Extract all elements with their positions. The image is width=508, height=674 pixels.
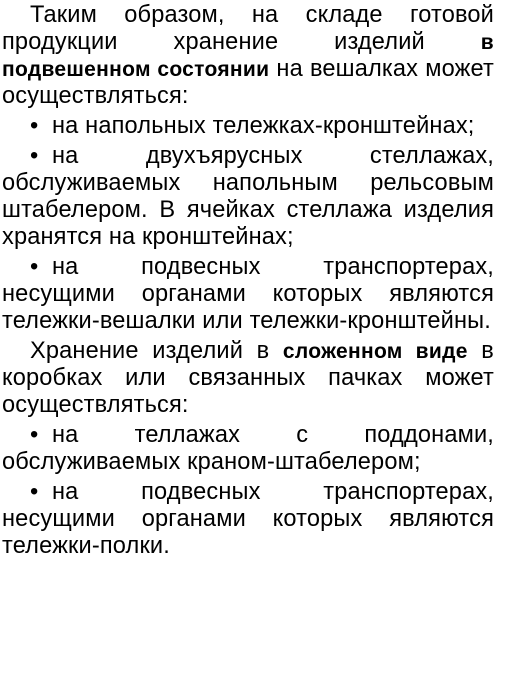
paragraph-hanging-storage-intro [2,2,494,110]
bullet-item-pallet-racks [2,422,494,476]
bullet-text: на напольных тележках-кронштейнах; [52,113,475,139]
paragraph-folded-storage-intro [2,338,494,419]
bullet-item-overhead-conveyors [2,254,494,335]
bullet-marker: • [30,422,39,448]
bold-term-folded: сложенном виде [282,340,468,363]
bullet-marker: • [30,254,39,280]
bullet-text: на двухъярусных стеллажах, обслуживаемых напольным рельсовым штабелером. В ячейках стеллажа изделия хранятся на кронштейнах; [2,143,494,250]
bullet-item-floor-trolleys [2,113,494,140]
bullet-text: на теллажах с поддонами, обслуживаемых краном-штабелером; [2,422,494,475]
bullet-marker: • [30,479,39,505]
bullet-marker: • [30,143,39,169]
bullet-item-shelf-conveyors [2,479,494,560]
bullet-item-two-tier-racks [2,143,494,251]
text-run: Таким образом, на складе готовой продукции хранение изделий [2,2,494,55]
bullet-text: на подвесных транспортерах, несущими органами которых являются тележки-полки. [2,479,494,559]
bullet-marker: • [30,113,39,139]
bullet-text: на подвесных транспортерах, несущими органами которых являются тележки-вешалки или тележки-кронштейны. [2,254,494,334]
text-run: на вешалках может осуществляться: [2,56,494,109]
text-run: в коробках или связанных пачках может осуществляться: [2,338,494,418]
text-run: Хранение изделий в [30,338,283,364]
bold-term-hanging: в подвешенном состоянии [2,31,494,81]
